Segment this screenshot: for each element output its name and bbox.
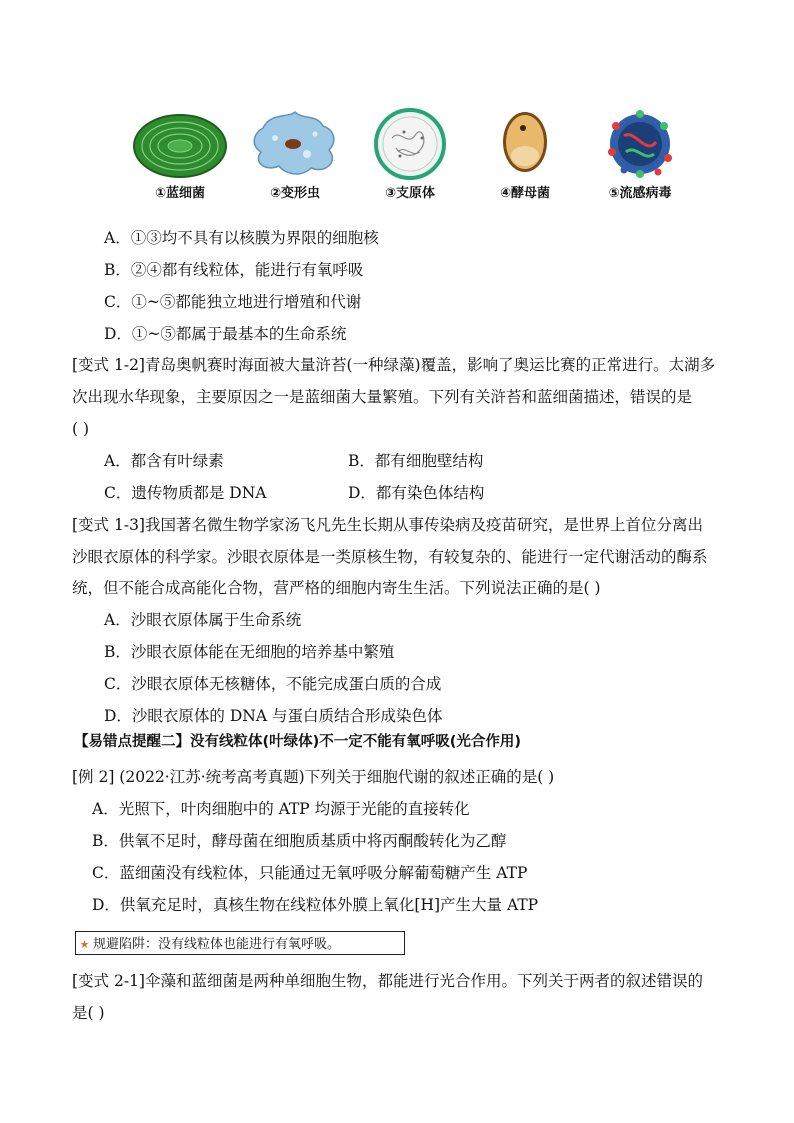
q1-2-option-a: A．都含有叶绿素 [104,452,224,470]
example-2-option-a: A．光照下，叶肉细胞中的 ATP 均源于光能的直接转化 [92,800,470,818]
yeast-figure [475,108,575,208]
q1-2-stem-line-3: ( ) [72,420,90,438]
q1-1-option-d: D．①~⑤都属于最基本的生命系统 [104,325,347,343]
cyanobacteria-figure [130,108,230,208]
q1-2-stem-line-1: [变式 1-2]青岛奥帆赛时海面被大量浒苔(一种绿藻)覆盖，影响了奥运比赛的正常进行。太湖多 [72,356,716,374]
trap-tip-box [75,931,405,955]
mycoplasma-figure [360,108,460,208]
q1-2-option-c: C．遗传物质都是 DNA [104,484,267,502]
example-2-stem: [例 2] (2022·江苏·统考高考真题)下列关于细胞代谢的叙述正确的是( ) [72,768,555,786]
cyanobacteria-illustration [130,108,230,180]
yeast-illustration [475,108,575,180]
organism-figure [130,108,670,208]
example-2-option-b: B．供氧不足时，酵母菌在细胞质基质中将丙酮酸转化为乙醇 [92,832,507,850]
q1-2-option-d: D．都有染色体结构 [348,484,485,502]
figure-caption-3: ③支原体 [384,186,435,201]
q1-3-option-b: B．沙眼衣原体能在无细胞的培养基中繁殖 [104,643,395,661]
example-2-option-d: D．供氧充足时，真核生物在线粒体外膜上氧化[H]产生大量 ATP [92,896,539,914]
q1-3-option-a: A．沙眼衣原体属于生命系统 [104,611,302,629]
section-2-heading: 【易错点提醒二】没有线粒体(叶绿体)不一定不能有氧呼吸(光合作用) [74,734,522,750]
q2-1-stem-line-1: [变式 2-1]伞藻和蓝细菌是两种单细胞生物，都能进行光合作用。下列关于两者的叙述错误的 [72,972,703,990]
star-icon: ★ [80,934,90,952]
q1-3-stem-line-3: 统，但不能合成高能化合物，营严格的细胞内寄生生活。下列说法正确的是( ) [72,579,601,597]
amoeba-illustration [245,108,345,180]
figure-caption-2: ②变形虫 [269,186,320,201]
figure-caption-1: ①蓝细菌 [154,186,205,201]
example-2-option-c: C．蓝细菌没有线粒体，只能通过无氧呼吸分解葡萄糖产生 ATP [92,864,528,882]
mycoplasma-illustration [360,108,460,180]
influenza-virus-illustration [590,108,690,180]
q1-3-option-d: D．沙眼衣原体的 DNA 与蛋白质结合形成染色体 [104,707,443,725]
q1-1-option-b: B．②④都有线粒体，能进行有氧呼吸 [104,261,364,279]
q1-3-option-c: C．沙眼衣原体无核糖体，不能完成蛋白质的合成 [104,675,442,693]
q1-3-stem-line-1: [变式 1-3]我国著名微生物学家汤飞凡先生长期从事传染病及疫苗研究，是世界上首位分离出 [72,516,703,534]
q2-1-stem-line-2: 是( ) [72,1004,105,1022]
q1-1-option-c: C．①~⑤都能独立地进行增殖和代谢 [104,293,362,311]
figure-caption-5: ⑤流感病毒 [608,186,672,201]
q1-2-option-b: B．都有细胞壁结构 [348,452,484,470]
amoeba-figure [245,108,345,208]
q1-1-option-a: A．①③均不具有以核膜为界限的细胞核 [104,229,379,247]
q1-3-stem-line-2: 沙眼衣原体的科学家。沙眼衣原体是一类原核生物，有较复杂的、能进行一定代谢活动的酶系 [72,548,708,566]
trap-tip-text: 规避陷阱：没有线粒体也能进行有氧呼吸。 [93,937,341,952]
influenza-figure [590,108,690,208]
figure-caption-4: ④酵母菌 [499,186,550,201]
q1-2-stem-line-2: 次出现水华现象，主要原因之一是蓝细菌大量繁殖。下列有关浒苔和蓝细菌描述，错误的是 [72,388,693,406]
